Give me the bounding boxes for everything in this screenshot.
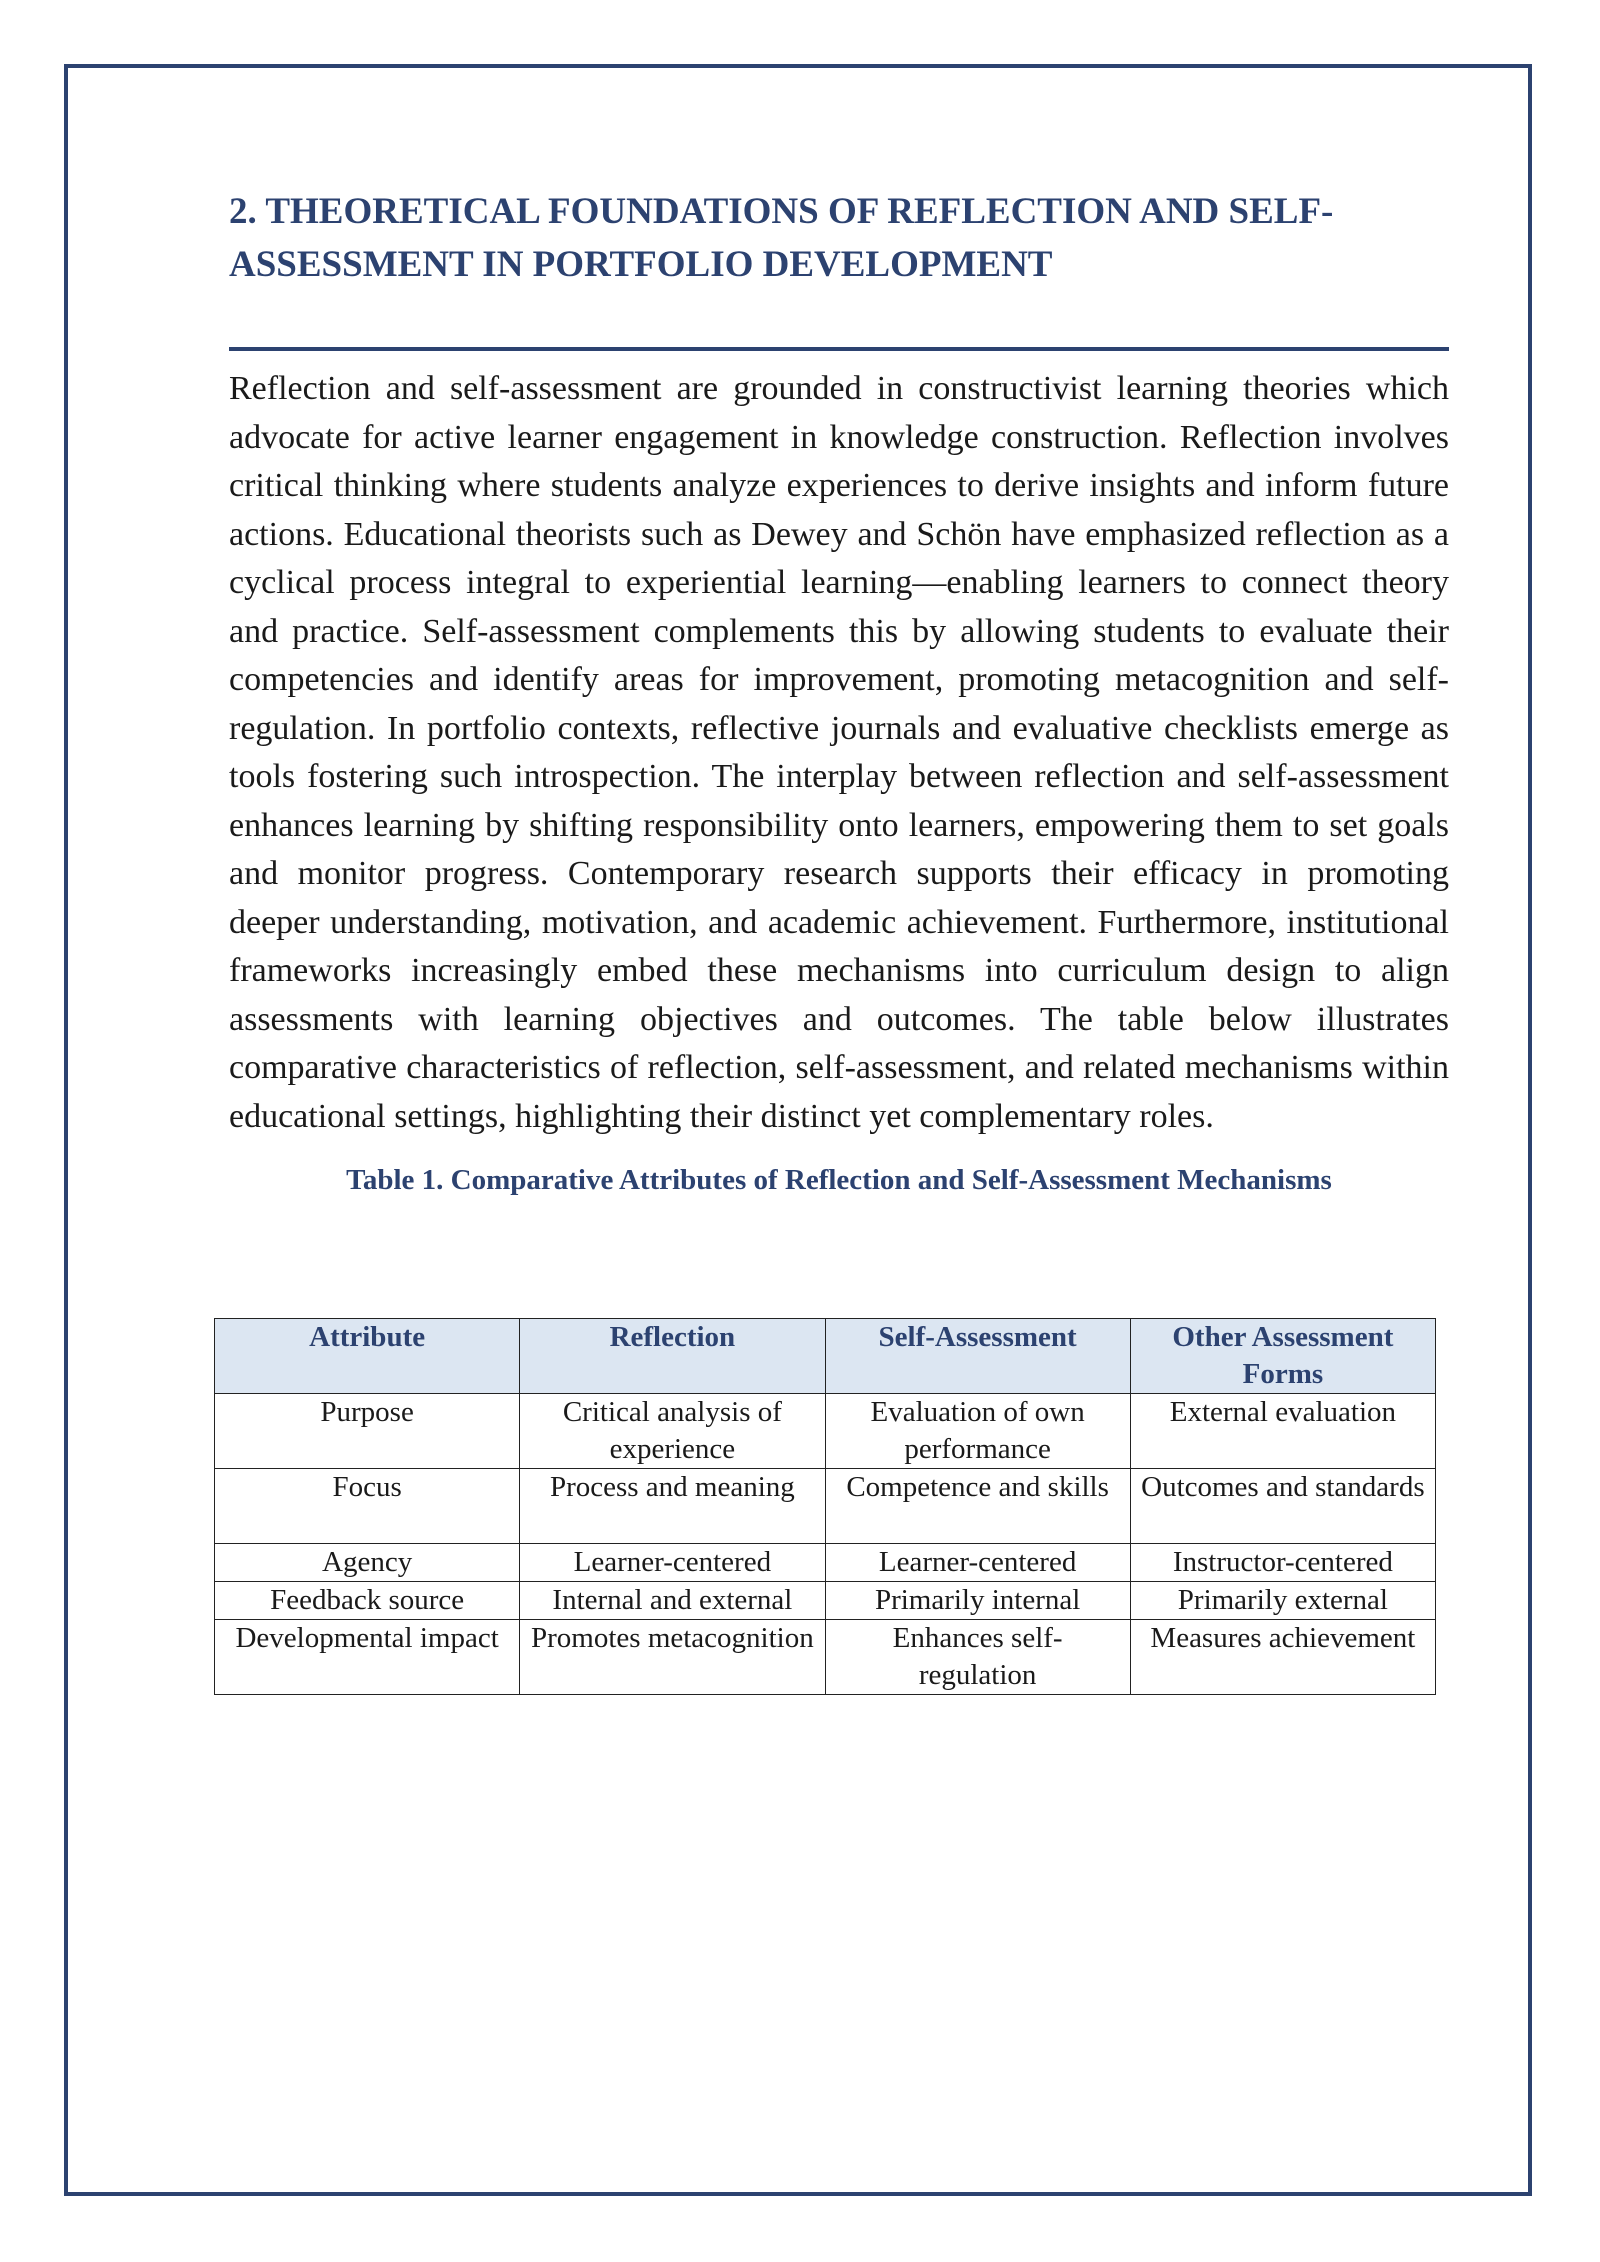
table-cell: Developmental impact: [215, 1620, 520, 1695]
table-cell: Competence and skills: [825, 1469, 1130, 1544]
table-cell: Evaluation of own performance: [825, 1394, 1130, 1469]
section-heading: 2. THEORETICAL FOUNDATIONS OF REFLECTION AND SELF-ASSESSMENT IN PORTFOLIO DEVELOPMENT: [229, 191, 1334, 285]
table-row: [215, 1469, 1436, 1544]
page-content: [229, 185, 1449, 1200]
table-cell: Feedback source: [215, 1582, 520, 1620]
table-row: [215, 1394, 1436, 1469]
table-cell: Process and meaning: [520, 1469, 825, 1544]
body-paragraph: Reflection and self-assessment are grounded in constructivist learning theories which advocate for active learner engagement in knowledge construction. Reflection involves critical thinking where students analyze experiences to derive insights and inform future actions. Educational theorists such as Dewey and Schön have emphasized reflection as a cyclical process integral to experiential learning—enabling learners to connect theory and practice. Self-assessment complements this by allowing students to evaluate their competencies and identify areas for improvement, promoting metacognition and self-regulation. In portfolio contexts, reflective journals and evaluative checklists emerge as tools fostering such introspection. The interplay between reflection and self-assessment enhances learning by shifting responsibility onto learners, empowering them to set goals and monitor progress. Contemporary research supports their efficacy in promoting deeper understanding, motivation, and academic achievement. Furthermore, institutional frameworks increasingly embed these mechanisms into curriculum design to align assessments with learning objectives and outcomes. The table below illustrates comparative characteristics of reflection, self-assessment, and related mechanisms within educational settings, highlighting their distinct yet complementary roles.: [229, 370, 1449, 1135]
comparison-table: [214, 1318, 1436, 1695]
header-reflection: Reflection: [520, 1319, 825, 1394]
table-cell: External evaluation: [1130, 1394, 1435, 1469]
table-cell: Promotes metacognition: [520, 1620, 825, 1695]
table-cell: Primarily external: [1130, 1582, 1435, 1620]
table-caption: Table 1. Comparative Attributes of Reflection and Self-Assessment Mechanisms: [346, 1164, 1332, 1196]
table-cell: Measures achievement: [1130, 1620, 1435, 1695]
table-cell: Critical analysis of experience: [520, 1394, 825, 1469]
table-row: [215, 1544, 1436, 1582]
table-header-row: [215, 1319, 1436, 1394]
header-attribute: Attribute: [215, 1319, 520, 1394]
table-cell: Enhances self-regulation: [825, 1620, 1130, 1695]
table-row: [215, 1620, 1436, 1695]
header-self-assessment: Self-Assessment: [825, 1319, 1130, 1394]
table-row: [215, 1582, 1436, 1620]
table-cell: Learner-centered: [520, 1544, 825, 1582]
header-other-assessment: Other Assessment Forms: [1130, 1319, 1435, 1394]
table-cell: Outcomes and standards: [1130, 1469, 1435, 1544]
table-cell: Purpose: [215, 1394, 520, 1469]
table-cell: Internal and external: [520, 1582, 825, 1620]
table-cell: Learner-centered: [825, 1544, 1130, 1582]
table-cell: Agency: [215, 1544, 520, 1582]
table-cell: Primarily internal: [825, 1582, 1130, 1620]
table-cell: Focus: [215, 1469, 520, 1544]
heading-divider: [229, 347, 1449, 351]
table-cell: Instructor-centered: [1130, 1544, 1435, 1582]
